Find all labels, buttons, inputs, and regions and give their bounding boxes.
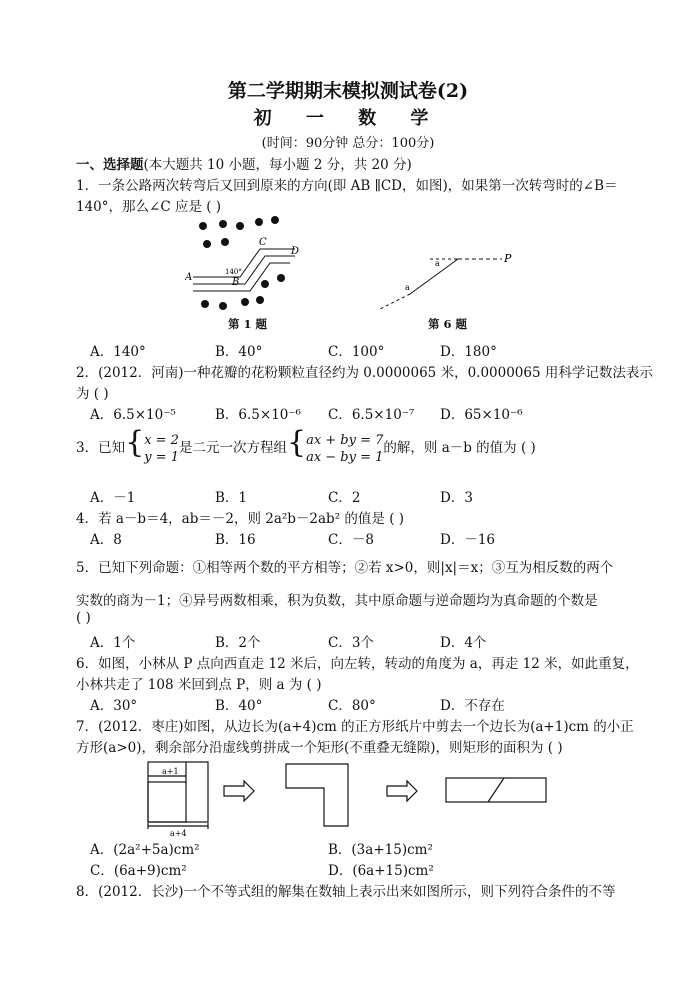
section-title: 一、选择题 (76, 157, 144, 173)
section-desc: (本大题共 10 小题，每小题 2 分，共 20 分) (143, 157, 412, 173)
fig7-label-big: a+4 (170, 829, 187, 836)
fig6-caption: 第 6 题 (428, 317, 468, 331)
exam-meta: (时间：90分钟 总分：100分) (261, 136, 435, 151)
q7-text-2: 方形(a>0)，剩余部分沿虚线剪拼成一个矩形(不重叠无缝隙)，则矩形的面积为 ( ) (76, 740, 563, 756)
q2-option-a[interactable]: A．6.5×10⁻⁵ (90, 407, 176, 423)
fig1-label-d: D (291, 246, 300, 257)
q3-sys2-eq2: ax − by = 1 (306, 449, 384, 465)
fig1-label-c: C (259, 237, 267, 248)
fig1-angle-label: 140° (225, 268, 242, 276)
q3-brace-2: { (286, 425, 307, 460)
q5-text-1: 5．已知下列命题：①相等两个数的平方相等；②若 x>0，则|x|＝x；③互为相反数的两个 (76, 560, 614, 576)
page-subtitle: 初 一 数 学 (253, 108, 443, 129)
q7-option-d[interactable]: D．(6a+15)cm² (328, 863, 434, 879)
q1-text-2: 140°，那么∠C 应是 ( ) (76, 199, 222, 215)
q3-mid: 是二元一次方程组 (178, 440, 287, 456)
q7-option-b[interactable]: B．(3a+15)cm² (328, 842, 433, 858)
q6-option-d[interactable]: D．不存在 (440, 698, 505, 714)
section-heading (76, 153, 636, 173)
q3-sys1-eq1: x = 2 (144, 432, 179, 448)
fig1-label-a: A (185, 272, 193, 283)
q2-text-1: 2．(2012．河南)一种花瓣的花粉颗粒直径约为 0.0000065 米，0.0000065 用科学记数法表示 (76, 365, 653, 381)
q4-option-a[interactable]: A．8 (90, 532, 122, 548)
figure-1-road (185, 214, 320, 314)
q3-option-a[interactable]: A．－1 (90, 490, 136, 506)
q3-text (76, 425, 636, 466)
q6-option-b[interactable]: B．40° (215, 698, 263, 714)
q5-option-a[interactable]: A．1个 (90, 635, 136, 651)
q4-option-c[interactable]: C．－8 (328, 532, 374, 548)
q7-option-c[interactable]: C．(6a+9)cm² (90, 863, 187, 879)
q2-text-2: 为 ( ) (76, 386, 109, 402)
figure-6-path (370, 244, 520, 314)
q6-text-2: 小林共走了 108 米回到点 P，则 a 为 ( ) (76, 677, 322, 693)
q1-text-1: 1．一条公路两次转弯后又回到原来的方向(即 AB ∥CD，如图)，如果第一次转弯时的∠B＝ (76, 178, 618, 194)
figure-7-squares (140, 756, 560, 836)
q3-suffix: 的解，则 a－b 的值为 ( ) (383, 440, 536, 456)
q1-option-d[interactable]: D．180° (440, 344, 497, 360)
q3-system-2 (306, 432, 383, 466)
q3-sys1-eq2: y = 1 (144, 449, 179, 465)
q1-option-a[interactable]: A．140° (90, 344, 146, 360)
q5-text-3: ( ) (76, 610, 91, 626)
fig6-angle-1: a (435, 259, 440, 268)
q6-text-1: 6．如图，小林从 P 点向西直走 12 米后，向左转，转动的角度为 a，再走 12 米，如此重复， (76, 656, 639, 672)
q4-option-b[interactable]: B．16 (215, 532, 256, 548)
q6-option-a[interactable]: A．30° (90, 698, 138, 714)
q1-option-b[interactable]: B．40° (215, 344, 263, 360)
fig6-angle-2: a (405, 283, 410, 292)
page-title: 第二学期期末模拟测试卷(2) (227, 80, 469, 102)
q3-option-c[interactable]: C．2 (328, 490, 361, 506)
q2-option-b[interactable]: B．6.5×10⁻⁶ (215, 407, 301, 423)
q5-option-c[interactable]: C．3个 (328, 635, 374, 651)
q3-prefix: 3．已知 (76, 440, 126, 456)
q5-option-b[interactable]: B．2个 (215, 635, 261, 651)
fig7-label-small: a+1 (162, 767, 179, 776)
fig1-label-b: B (232, 277, 240, 288)
q2-option-c[interactable]: C．6.5×10⁻⁷ (328, 407, 415, 423)
q7-option-a[interactable]: A．(2a²+5a)cm² (90, 842, 200, 858)
q3-system-1 (144, 432, 179, 466)
q4-text: 4．若 a－b＝4，ab＝－2，则 2a²b－2ab² 的值是 ( ) (76, 511, 405, 527)
q4-option-d[interactable]: D．－16 (440, 532, 496, 548)
q5-text-2: 实数的商为－1；④异号两数相乘，积为负数，其中原命题与逆命题均为真命题的个数是 (76, 593, 598, 609)
fig1-caption: 第 1 题 (228, 317, 268, 331)
q8-text-1: 8．(2012．长沙)一个不等式组的解集在数轴上表示出来如图所示，则下列符合条件的不等 (76, 884, 616, 900)
q6-option-c[interactable]: C．80° (328, 698, 376, 714)
q3-sys2-eq1: ax + by = 7 (306, 432, 384, 448)
q5-option-d[interactable]: D．4个 (440, 635, 487, 651)
q3-option-d[interactable]: D．3 (440, 490, 473, 506)
q2-option-d[interactable]: D．65×10⁻⁶ (440, 407, 523, 423)
q7-text-1: 7．(2012．枣庄)如图，从边长为(a+4)cm 的正方形纸片中剪去一个边长为(a+1)cm 的小正 (76, 719, 634, 735)
q3-option-b[interactable]: B．1 (215, 490, 248, 506)
q3-brace-1: { (125, 425, 145, 460)
fig6-label-p: P (504, 252, 512, 265)
q1-option-c[interactable]: C．100° (328, 344, 385, 360)
